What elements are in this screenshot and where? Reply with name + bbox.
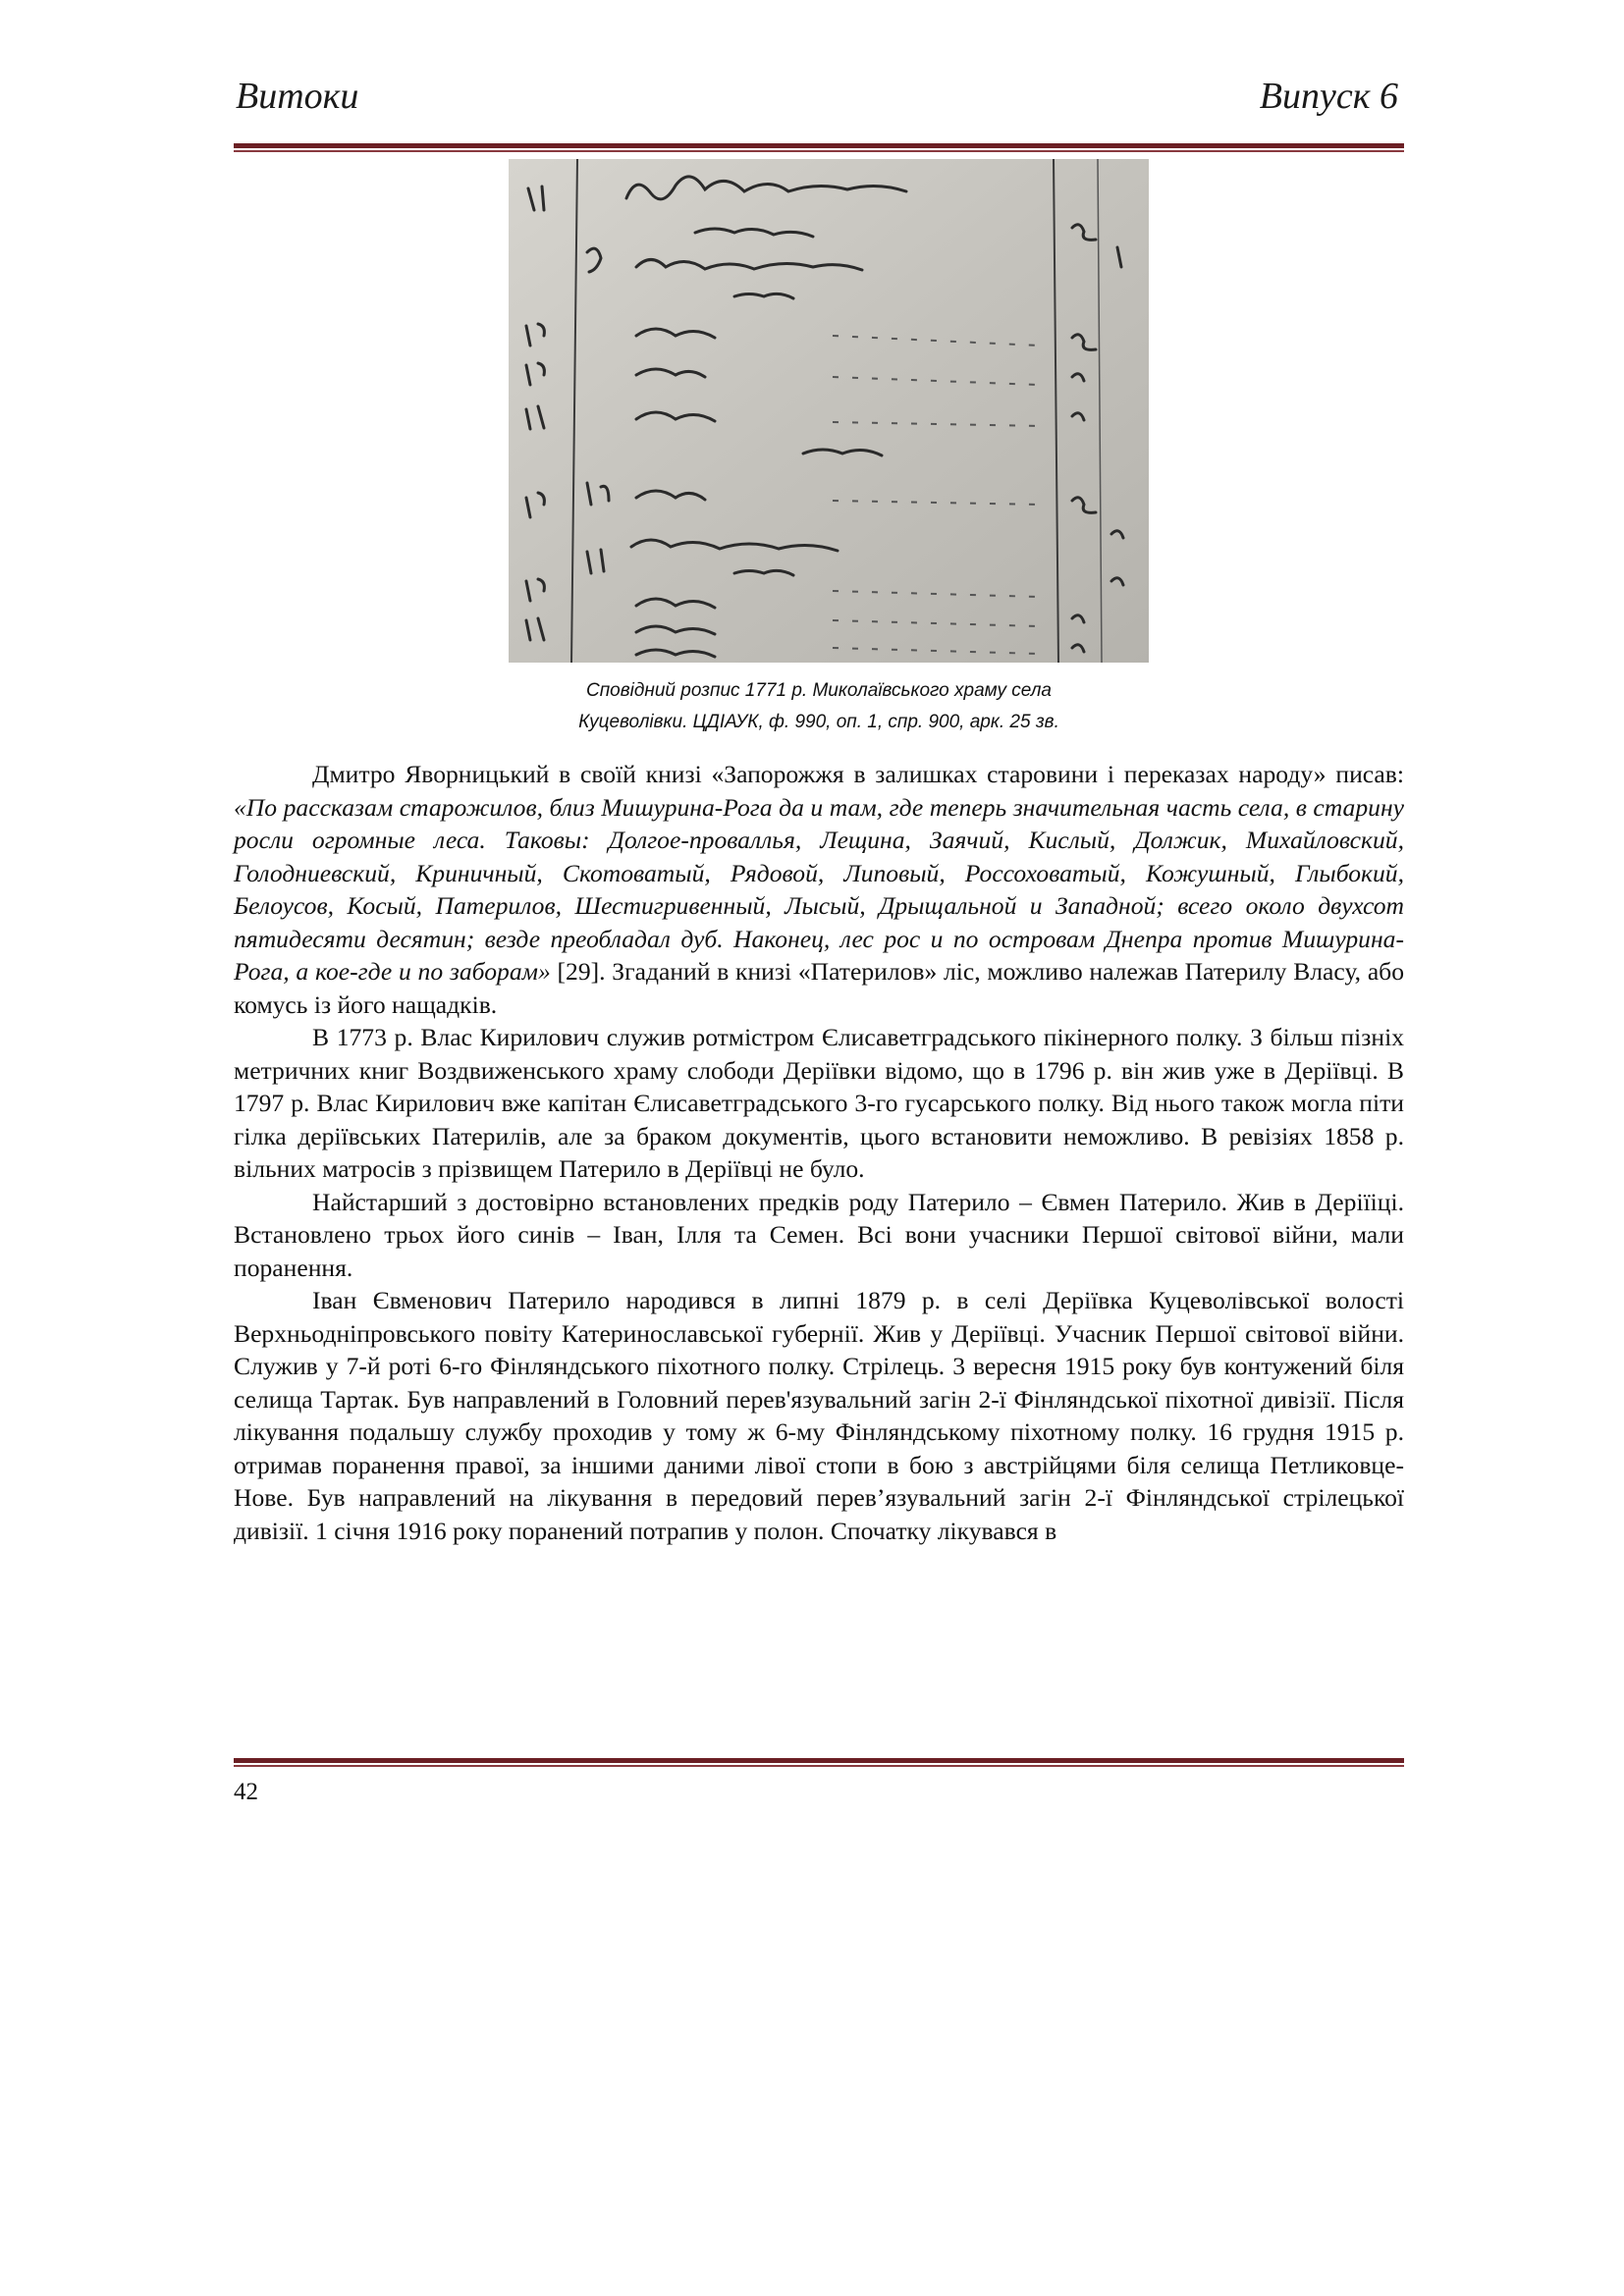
- paragraph: Найстарший з достовірно встановлених предків роду Патерило – Євмен Патерило. Жив в Деріїіці. Встановлено трьох його синів – Іван, Ілля та Семен. Всі вони учасники Першої світової війни, мали поранення.: [234, 1187, 1404, 1282]
- handwritten-register-scan: [509, 159, 1149, 663]
- issue-number: Випуск 6: [1259, 76, 1398, 117]
- paragraph-text: [29]. Згаданий в книзі «Патерилов» ліс, можливо належав Патерилу Власу, або комусь із його нащадків.: [234, 957, 1405, 1019]
- article-body: [234, 758, 1404, 1547]
- figure-caption-line-1: Сповідний розпис 1771 р. Миколаївського храму села: [586, 680, 1052, 701]
- paragraph: В 1773 р. Влас Кирилович служив ротмістром Єлисаветградського пікінерного полку. З більш пізніх метричних книг Воздвиженського храму слободи Деріївки відомо, що в 1796 р. він жив уже в Деріївці. В 1797 р. Влас Кирилович вже капітан Єлисаветградського 3-го гусарського полку. Від нього також могла піти гілка деріївських Патерилів, але за браком документів, цього встановити неможливо. В ревізіях 1858 р. вільних матросів з прізвищем Патерило в Деріївці не було.: [234, 1023, 1404, 1183]
- page-number: 42: [234, 1779, 258, 1805]
- paragraph-text: Дмитро Яворницький в своїй книзі «Запорожжя в залишках старовини і переказах народу» писав:: [312, 760, 1404, 788]
- quotation: «По рассказам старожилов, близ Мишурина-Рога да и там, где теперь значительная часть села, в старину росли огромные леса. Таковы: Долгое-проваллья, Лещина, Заячий, Кислый, Должик, Михайловский, Голодниевский, Криничный, Скотоватый, Рядовой, Липовый, Россоховатый, Кожушный, Глыбокий, Белоусов, Косый, Патерилов, Шестигривенный, Лысый, Дрыщальной и Западной; всего около двухсот пятидесяти десятин; везде преобладал дуб. Наконец, лес рос и по островам Днепра против Мишурина-Рога, а кое-где и по заборам»: [234, 792, 1404, 986]
- header-rule: [234, 143, 1404, 148]
- figure-caption-line-2: Куцеволівки. ЦДІАУК, ф. 990, оп. 1, спр. 900, арк. 25 зв.: [578, 712, 1059, 732]
- header-rule-thin: [234, 150, 1404, 152]
- paragraph: [234, 758, 1404, 1021]
- paragraph: Іван Євменович Патерило народився в липні 1879 р. в селі Деріївка Куцеволівської волості Верхньодніпровського повіту Катеринославської губернії. Жив у Деріївці. Учасник Першої світової війни. Служив у 7-й роті 6-го Фінляндського піхотного полку. Стрілець. 3 вересня 1915 року був контужений біля селища Тартак. Був направлений в Головний перев'язувальний загін 2-ї Фінляндської піхотної дивізії. Після лікування подальшу службу проходив у тому ж 6-му Фінляндському піхотному полку. 16 грудня 1915 р. отримав поранення правої, за іншими даними лівої стопи в бою з австрійцями біля селища Петликовце-Нове. Був направлений на лікування в передовий перев’язувальний загін 2-ї Фінляндської стрілецької дивізії. 1 січня 1916 року поранений потрапив у полон. Спочатку лікувався в: [234, 1286, 1404, 1545]
- archival-document-image: [509, 159, 1149, 663]
- footer-rule: [234, 1758, 1404, 1763]
- journal-title: Витоки: [236, 76, 359, 117]
- footer-rule-thin: [234, 1765, 1404, 1767]
- page-header: [234, 75, 1404, 133]
